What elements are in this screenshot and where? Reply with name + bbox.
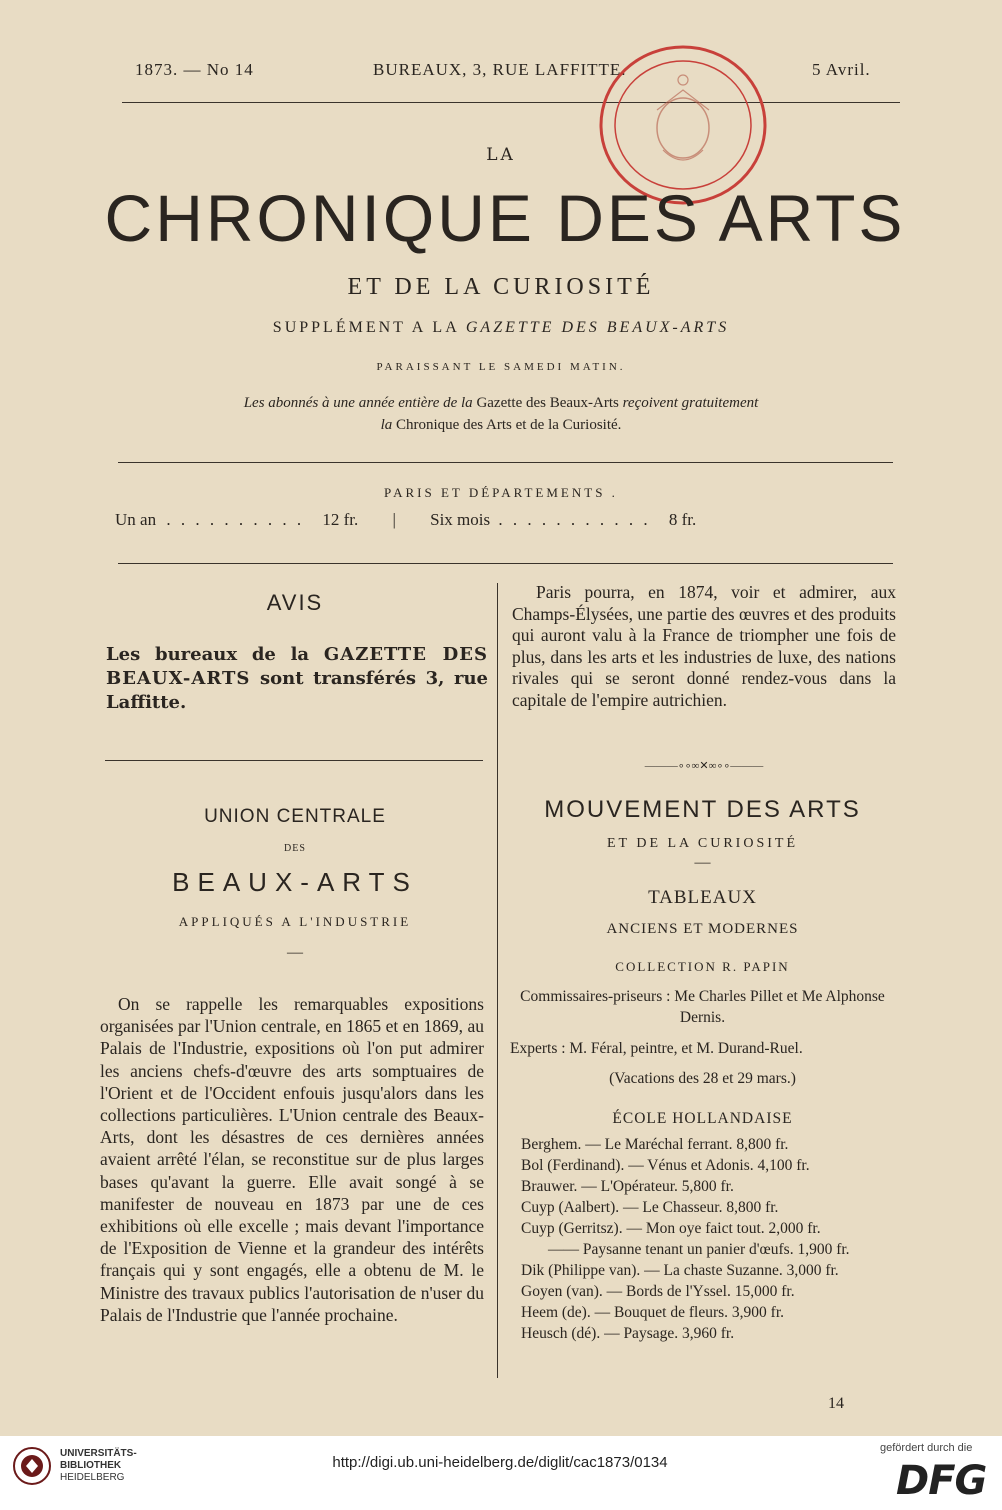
list-item: Cuyp (Gerritsz). — Mon oye faict tout. 2,000 fr. — [521, 1220, 821, 1237]
pricing-separator: | — [392, 510, 396, 529]
union-heading: UNION CENTRALE — [204, 806, 386, 827]
collection-heading: COLLECTION R. PAPIN — [615, 959, 790, 974]
union-beaux-arts: BEAUX-ARTS — [172, 867, 418, 897]
supplement-line — [0, 319, 1002, 337]
year-label: Un an — [115, 510, 157, 529]
pricing-rule — [118, 563, 893, 564]
digitization-footer — [0, 1436, 1002, 1510]
list-item: —— Paysanne tenant un panier d'œufs. 1,900 fr. — [548, 1241, 850, 1258]
avis-text-a: Les bureaux de la — [106, 644, 310, 665]
issue-number: 1873. — No 14 — [135, 60, 254, 79]
masthead-title: CHRONIQUE DES ARTS — [104, 181, 906, 255]
commissaires-text: Commissaires-priseurs : Me Charles Pillet et Me Alphonse Dernis. — [520, 988, 885, 1026]
union-paragraph: On se rappelle les remarquables expositions organisées par l'Union centrale, en 1865 et en 1869, au Palais de l'Industrie, expositions où l'on put admirer les anciens chefs-d'œuvre des arts somptuaires de l'Orient et de l'Occident enfouis jusqu'alors dans les collections particulières. L'Union centrale des Beaux-Arts, dont les désastres de ces dernières années avaient arrêté l'élan, se reconstitue sur de plus larges bases qu'avant la guerre. Elle avait songé à se manifester de nouveau en 1873 par une de ces exhibitions où elle excelle ; mais devant l'importance de l'Exposition de Vienne et la grandeur des intérêts français qui y sont engagés, elle a obtenu de M. le Ministre des travaux publics l'autorisation de n'user du Palais de l'Industrie que l'année prochaine. — [100, 994, 484, 1325]
pricing-row — [115, 510, 900, 530]
year-price: 12 fr. — [322, 510, 359, 529]
permalink-url[interactable]: http://digi.ub.uni-heidelberg.de/diglit/cac1873/0134 — [332, 1454, 668, 1471]
list-item: Cuyp (Aalbert). — Le Chasseur. 8,800 fr. — [521, 1199, 779, 1216]
experts-text: Experts : M. Féral, peintre, et M. Durand-Ruel. — [510, 1040, 803, 1057]
avis-text-c: sont transférés 3, rue Laffitte. — [106, 668, 488, 713]
subscribers-text-c: reçoivent gratuitement — [622, 395, 759, 411]
subscribers-text-e: Chronique des Arts et de la Curiosité. — [396, 417, 622, 433]
library-line3: HEIDELBERG — [60, 1472, 125, 1483]
avis-rule — [105, 760, 483, 761]
list-item: Dik (Philippe van). — La chaste Suzanne. 3,000 fr. — [521, 1262, 839, 1279]
union-appliques: APPLIQUÉS A L'INDUSTRIE — [178, 914, 412, 929]
mouvement-heading: MOUVEMENT DES ARTS — [544, 796, 861, 823]
supplement-prefix: SUPPLÉMENT A LA — [272, 319, 459, 336]
subscribers-note — [0, 392, 1002, 436]
vacations-text: (Vacations des 28 et 29 mars.) — [609, 1070, 796, 1087]
avis-text — [106, 643, 488, 715]
avis-text-b: GAZETTE DES BEAUX-ARTS — [106, 644, 488, 689]
subscribers-text-d: la — [380, 417, 393, 433]
header-rule — [122, 102, 900, 103]
masthead-subtitle: ET DE LA CURIOSITÉ — [347, 274, 655, 300]
university-seal-icon — [12, 1446, 52, 1486]
list-item: Heem (de). — Bouquet de fleurs. 3,900 fr. — [521, 1304, 785, 1321]
ornament-divider: ———∘∘∞✕∞∘∘——— — [644, 760, 764, 772]
list-item: Bol (Ferdinand). — Vénus et Adonis. 4,100 fr. — [521, 1157, 810, 1174]
subscribers-text-a: Les abonnés à une année entière de la — [243, 395, 473, 411]
list-item: Berghem. — Le Maréchal ferrant. 8,800 fr. — [521, 1136, 789, 1153]
issue-date: 5 Avril. — [812, 60, 871, 79]
column-divider — [497, 583, 498, 1378]
pricing-heading: PARIS ET DÉPARTEMENTS . — [384, 485, 618, 500]
tableaux-heading: TABLEAUX — [648, 887, 757, 908]
list-item: Goyen (van). — Bords de l'Yssel. 15,000 fr. — [521, 1283, 795, 1300]
office-address: BUREAUX, 3, RUE LAFFITTE. — [373, 60, 627, 79]
funding-note: gefördert durch die — [880, 1442, 973, 1454]
library-name — [60, 1448, 137, 1484]
half-price: 8 fr. — [668, 510, 697, 529]
subscribers-text-b: Gazette des Beaux-Arts — [476, 395, 619, 411]
year-dots: . . . . . . . . . . — [166, 510, 305, 529]
page-number: 14 — [828, 1395, 844, 1412]
mouvement-subheading: ET DE LA CURIOSITÉ — [606, 836, 798, 851]
half-label: Six mois — [430, 510, 491, 529]
library-line1: UNIVERSITÄTS- — [60, 1448, 137, 1459]
ecole-heading: ÉCOLE HOLLANDAISE — [612, 1110, 793, 1127]
masthead-rule — [118, 462, 893, 463]
library-line2: BIBLIOTHEK — [60, 1460, 122, 1471]
supplement-title: GAZETTE DES BEAUX-ARTS — [465, 319, 730, 336]
vienna-paragraph: Paris pourra, en 1874, voir et admirer, aux Champs-Élysées, une partie des œuvres et des produits qui auront valu à la France de triompher une fois de plus, dans les arts et les industries de luxe, des nations rivales qui se seront donné rendez-vous dans la capitale de l'empire autrichien. — [512, 582, 896, 710]
mouvement-dash: — — [694, 854, 711, 871]
half-dots: . . . . . . . . . . . — [498, 510, 651, 529]
anciens-heading: ANCIENS ET MODERNES — [606, 921, 799, 937]
list-item: Heusch (dé). — Paysage. 3,960 fr. — [521, 1325, 735, 1342]
list-item: Brauwer. — L'Opérateur. 5,800 fr. — [521, 1178, 734, 1195]
sales-list — [508, 1134, 893, 1344]
dfg-logo: DFG — [896, 1458, 987, 1504]
frequency-line: PARAISSANT LE SAMEDI MATIN. — [376, 361, 626, 373]
union-dash: — — [287, 944, 303, 961]
avis-heading: AVIS — [266, 590, 324, 615]
masthead-la: LA — [486, 145, 516, 165]
union-des: DES — [284, 843, 306, 854]
